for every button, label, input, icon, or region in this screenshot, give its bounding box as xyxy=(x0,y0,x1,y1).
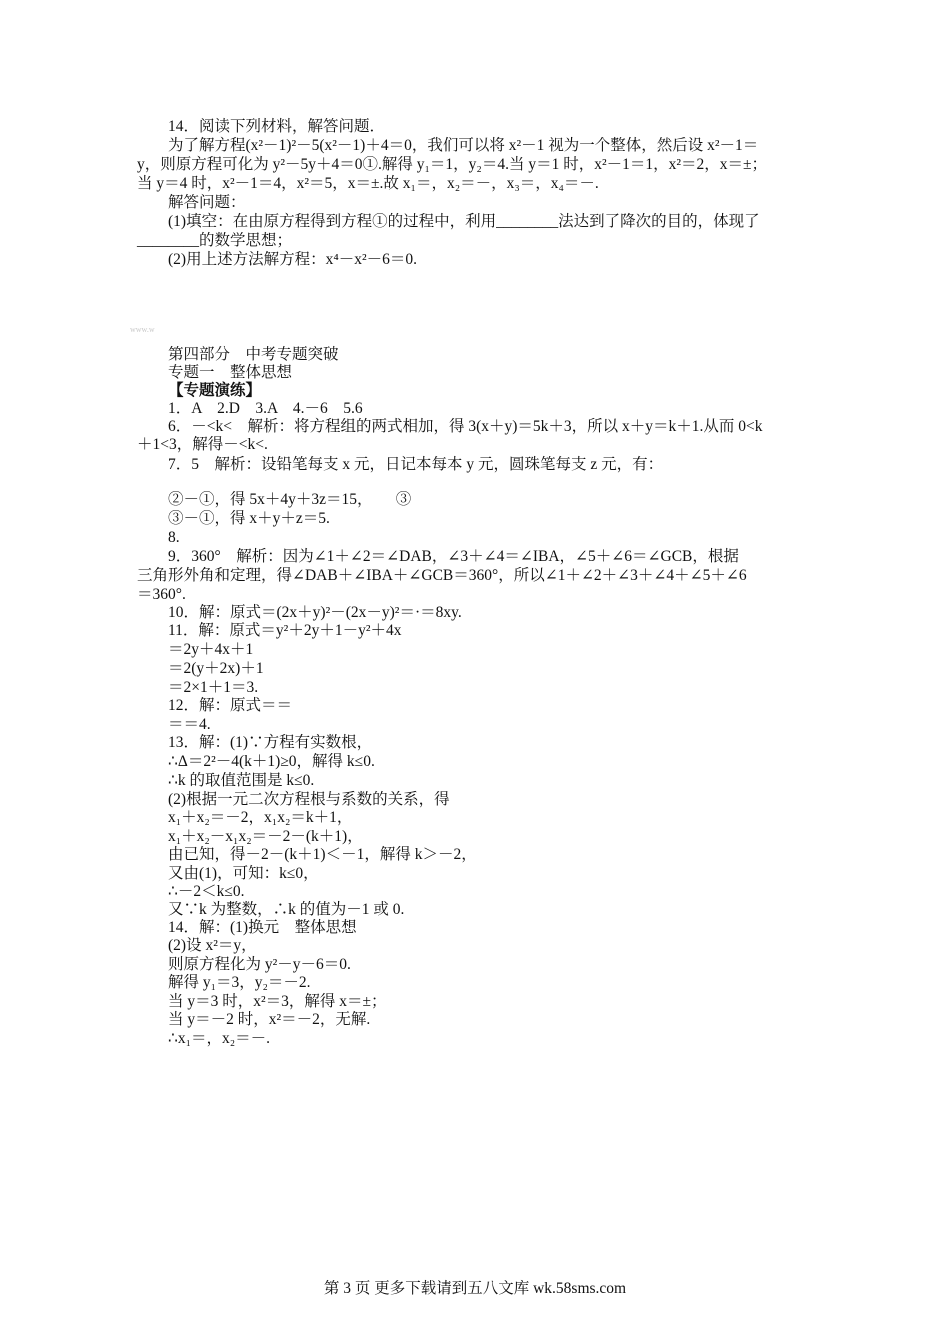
page-footer: 第 3 页 更多下载请到五八文库 wk.58sms.com xyxy=(323,1280,627,1297)
answer-line: (2)设 x²＝y， xyxy=(168,937,257,954)
answer-line: 6．－<k< 解析：将方程组的两式相加，得 3(x＋y)＝5k＋3，所以 x＋y＝k＋1.从而 0<k xyxy=(168,418,763,435)
answer-line: 10．解：原式＝(2x＋y)²－(2x－y)²＝·＝8xy. xyxy=(168,604,462,621)
answer-line: ＝360°. xyxy=(137,586,186,603)
answer-line: 解得 y₁＝3，y₂＝－2. xyxy=(168,974,311,991)
problem-14-line: (1)填空：在由原方程得到方程①的过程中，利用________法达到了降次的目的，体现了 xyxy=(168,213,760,230)
answer-line: 11．解：原式＝y²＋2y＋1－y²＋4x xyxy=(168,622,402,639)
answer-line: 1．A 2.D 3.A 4.－6 5.6 xyxy=(168,400,363,417)
answer-line: 则原方程化为 y²－y－6＝0. xyxy=(168,956,351,973)
answer-line: 三角形外角和定理，得∠DAB＋∠IBA＋∠GCB＝360°，所以∠1＋∠2＋∠3＋∠4＋∠5＋∠6 xyxy=(137,567,747,584)
answer-line: x₁＋x₂＝－2，x₁x₂＝k＋1， xyxy=(168,809,353,826)
problem-14-line: (2)用上述方法解方程：x⁴－x²－6＝0. xyxy=(168,251,417,268)
problem-14-line: 当 y＝4 时，x²－1＝4，x²＝5，x＝±.故 x₁＝，x₂＝－，x₃＝，x₄＝－. xyxy=(137,175,599,192)
part-heading: 第四部分 中考专题突破 xyxy=(168,346,339,363)
answer-line: 8. xyxy=(168,529,180,546)
section-heading: 【专题演练】 xyxy=(168,382,262,399)
answer-line: ②－①，得 5x＋4y＋3z＝15， ③ xyxy=(168,491,412,508)
problem-14-line: y，则原方程可化为 y²－5y＋4＝0①.解得 y₁＝1，y₂＝4.当 y＝1 时，x²－1＝1，x²＝2，x＝±； xyxy=(137,156,768,173)
answer-line: ∴x₁＝，x₂＝－. xyxy=(168,1030,271,1047)
answer-line: 又由(1)，可知：k≤0， xyxy=(168,865,319,882)
answer-line: 13．解：(1)∵方程有实数根， xyxy=(168,734,373,751)
answer-line: ＝2y＋4x＋1 xyxy=(168,641,254,658)
problem-14-line: ________的数学思想； xyxy=(137,232,293,249)
answer-line: ＝2×1＋1＝3. xyxy=(168,679,259,696)
answer-line: 又∵k 为整数，∴k 的值为－1 或 0. xyxy=(168,901,405,918)
topic-heading: 专题一 整体思想 xyxy=(168,364,293,381)
answer-line: 由已知，得－2－(k＋1)＜－1，解得 k＞－2， xyxy=(168,846,477,863)
answer-line: ∴Δ＝2²－4(k＋1)≥0，解得 k≤0. xyxy=(168,753,375,770)
problem-14-title: 14．阅读下列材料，解答问题． xyxy=(168,118,386,135)
answer-line: ＝2(y＋2x)＋1 xyxy=(168,660,264,677)
answer-line: ∴k 的取值范围是 k≤0. xyxy=(168,772,315,789)
answer-line: 12．解：原式＝＝ xyxy=(168,697,293,714)
answer-line: ＋1<3，解得－<k<. xyxy=(137,436,268,453)
answer-line: 9．360° 解析：因为∠1＋∠2＝∠DAB，∠3＋∠4＝∠IBA，∠5＋∠6＝∠GCB，根据 xyxy=(168,548,739,565)
answer-line: ∴－2＜k≤0. xyxy=(168,883,245,900)
problem-14-line: 为了解方程(x²－1)²－5(x²－1)＋4＝0，我们可以将 x²－1 视为一个整体，然后设 x²－1＝ xyxy=(168,137,759,154)
answer-line: 当 y＝3 时，x²＝3，解得 x＝±； xyxy=(168,993,387,1010)
answer-line: ＝＝4. xyxy=(168,716,211,733)
watermark-text: www.w xyxy=(130,325,155,334)
answer-line: x₁＋x₂－x₁x₂＝－2－(k＋1)， xyxy=(168,828,363,845)
answer-line: 当 y＝－2 时，x²＝－2，无解. xyxy=(168,1011,371,1028)
answer-line: 14．解：(1)换元 整体思想 xyxy=(168,919,357,936)
answer-line: 7．5 解析：设铅笔每支 x 元，日记本每本 y 元，圆珠笔每支 z 元，有： xyxy=(168,456,664,473)
answer-line: (2)根据一元二次方程根与系数的关系，得 xyxy=(168,791,450,808)
answer-line: ③－①，得 x＋y＋z＝5. xyxy=(168,510,330,527)
problem-14-line: 解答问题： xyxy=(168,194,246,211)
